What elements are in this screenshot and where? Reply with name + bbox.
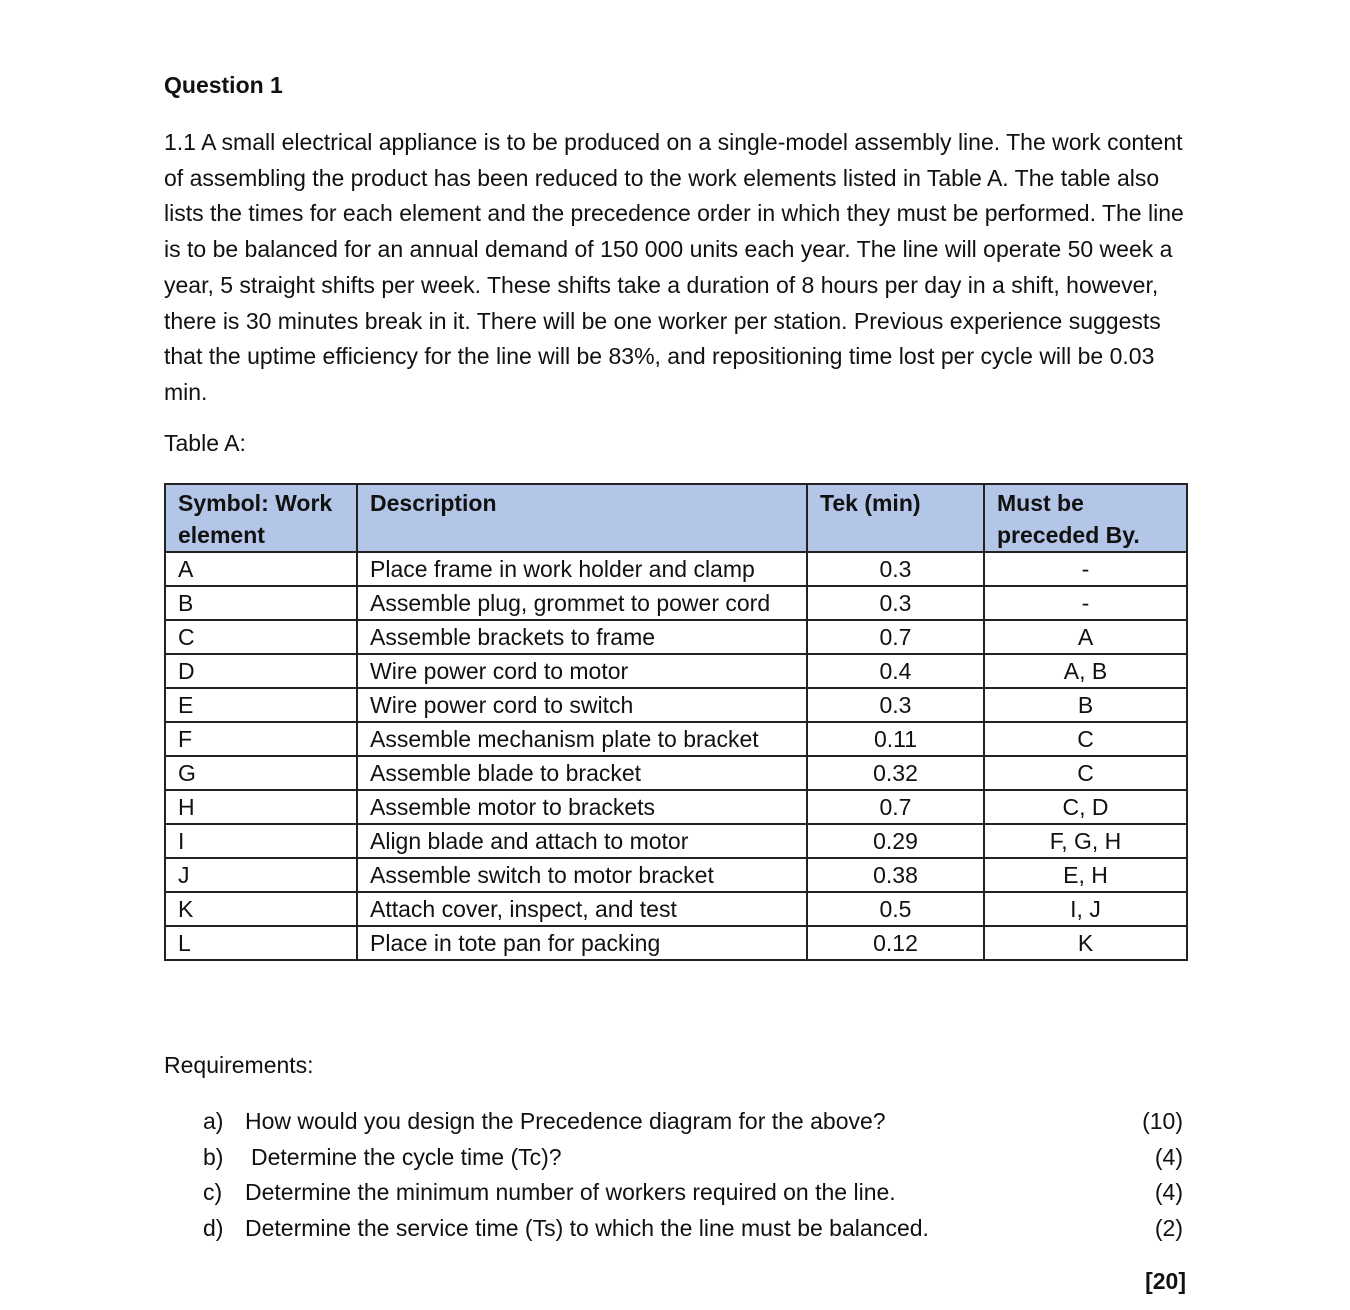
cell-description: Assemble motor to brackets xyxy=(357,790,807,824)
requirement-letter: d) xyxy=(203,1215,224,1242)
cell-time: 0.11 xyxy=(807,722,984,756)
cell-description: Assemble switch to motor bracket xyxy=(357,858,807,892)
cell-symbol: B xyxy=(165,586,357,620)
cell-preceded: B xyxy=(984,688,1187,722)
cell-description: Wire power cord to switch xyxy=(357,688,807,722)
table-row xyxy=(165,790,1187,824)
cell-description: Assemble blade to bracket xyxy=(357,756,807,790)
requirement-item xyxy=(203,1175,1183,1211)
requirement-letter: c) xyxy=(203,1179,223,1206)
cell-symbol: E xyxy=(165,688,357,722)
table-row xyxy=(165,654,1187,688)
table-row xyxy=(165,552,1187,586)
table-header-row xyxy=(165,484,1187,552)
header-symbol: Symbol: Work element xyxy=(165,484,357,552)
cell-preceded: C xyxy=(984,722,1187,756)
cell-preceded: A xyxy=(984,620,1187,654)
cell-time: 0.3 xyxy=(807,552,984,586)
cell-time: 0.3 xyxy=(807,688,984,722)
question-title: Question 1 xyxy=(164,72,283,98)
cell-preceded: E, H xyxy=(984,858,1187,892)
cell-description: Assemble mechanism plate to bracket xyxy=(357,722,807,756)
requirement-item xyxy=(203,1104,1183,1140)
table-row xyxy=(165,858,1187,892)
header-time: Tek (min) xyxy=(807,484,984,552)
table-row xyxy=(165,824,1187,858)
cell-symbol: K xyxy=(165,892,357,926)
cell-time: 0.7 xyxy=(807,790,984,824)
cell-symbol: H xyxy=(165,790,357,824)
cell-preceded: K xyxy=(984,926,1187,960)
cell-preceded: C xyxy=(984,756,1187,790)
cell-time: 0.32 xyxy=(807,756,984,790)
cell-description: Assemble plug, grommet to power cord xyxy=(357,586,807,620)
table-row xyxy=(165,926,1187,960)
cell-description: Place in tote pan for packing xyxy=(357,926,807,960)
header-preceded: Must be preceded By. xyxy=(984,484,1187,552)
requirements-label: Requirements: xyxy=(164,1052,314,1078)
cell-symbol: A xyxy=(165,552,357,586)
requirement-text: How would you design the Precedence diagram for the above? xyxy=(245,1108,886,1134)
cell-symbol: C xyxy=(165,620,357,654)
cell-symbol: I xyxy=(165,824,357,858)
requirement-text: Determine the cycle time (Tc)? xyxy=(251,1143,562,1170)
table-row xyxy=(165,892,1187,926)
question-intro-paragraph: 1.1 A small electrical appliance is to be produced on a single-model assembly line. The work content of assembling the product has been reduced to the work elements listed in Table A. The table also lists the times for each element and the precedence order in which they must be performed. The line is to be balanced for an annual demand of 150 000 units each year. The line will operate 50 week a year, 5 straight shifts per week. These shifts take a duration of 8 hours per day in a shift, however, there is 30 minutes break in it. There will be one worker per station. Previous experience suggests that the uptime efficiency for the line will be 83%, and repositioning time lost per cycle will be 0.03 min. xyxy=(164,129,1184,405)
cell-preceded: C, D xyxy=(984,790,1187,824)
requirement-letter: b) xyxy=(203,1143,224,1170)
requirement-item xyxy=(203,1140,1183,1176)
requirement-letter: a) xyxy=(203,1108,224,1134)
work-elements-table xyxy=(164,483,1188,961)
cell-time: 0.12 xyxy=(807,926,984,960)
cell-preceded: - xyxy=(984,552,1187,586)
table-row xyxy=(165,586,1187,620)
table-row xyxy=(165,620,1187,654)
cell-time: 0.7 xyxy=(807,620,984,654)
cell-time: 0.3 xyxy=(807,586,984,620)
table-label: Table A: xyxy=(164,430,246,456)
table-row xyxy=(165,756,1187,790)
cell-description: Align blade and attach to motor xyxy=(357,824,807,858)
cell-symbol: J xyxy=(165,858,357,892)
cell-symbol: G xyxy=(165,756,357,790)
cell-preceded: - xyxy=(984,586,1187,620)
table-row xyxy=(165,688,1187,722)
requirement-marks: (2) xyxy=(1154,1215,1183,1242)
requirement-text: Determine the service time (Ts) to which the line must be balanced. xyxy=(245,1215,929,1242)
cell-symbol: F xyxy=(165,722,357,756)
cell-preceded: A, B xyxy=(984,654,1187,688)
table-body xyxy=(165,552,1187,960)
requirement-marks: (4) xyxy=(1154,1179,1183,1206)
cell-preceded: I, J xyxy=(984,892,1187,926)
cell-description: Assemble brackets to frame xyxy=(357,620,807,654)
requirement-marks: (10) xyxy=(1142,1108,1183,1134)
table-row xyxy=(165,722,1187,756)
cell-time: 0.29 xyxy=(807,824,984,858)
header-description: Description xyxy=(357,484,807,552)
cell-symbol: D xyxy=(165,654,357,688)
cell-time: 0.4 xyxy=(807,654,984,688)
cell-description: Wire power cord to motor xyxy=(357,654,807,688)
cell-symbol: L xyxy=(165,926,357,960)
cell-description: Place frame in work holder and clamp xyxy=(357,552,807,586)
requirements-list xyxy=(203,1104,1183,1247)
requirement-item xyxy=(203,1211,1183,1247)
cell-description: Attach cover, inspect, and test xyxy=(357,892,807,926)
cell-preceded: F, G, H xyxy=(984,824,1187,858)
cell-time: 0.5 xyxy=(807,892,984,926)
requirement-text: Determine the minimum number of workers required on the line. xyxy=(245,1179,896,1206)
requirement-marks: (4) xyxy=(1154,1143,1183,1170)
total-marks: [20] xyxy=(1145,1268,1186,1294)
cell-time: 0.38 xyxy=(807,858,984,892)
